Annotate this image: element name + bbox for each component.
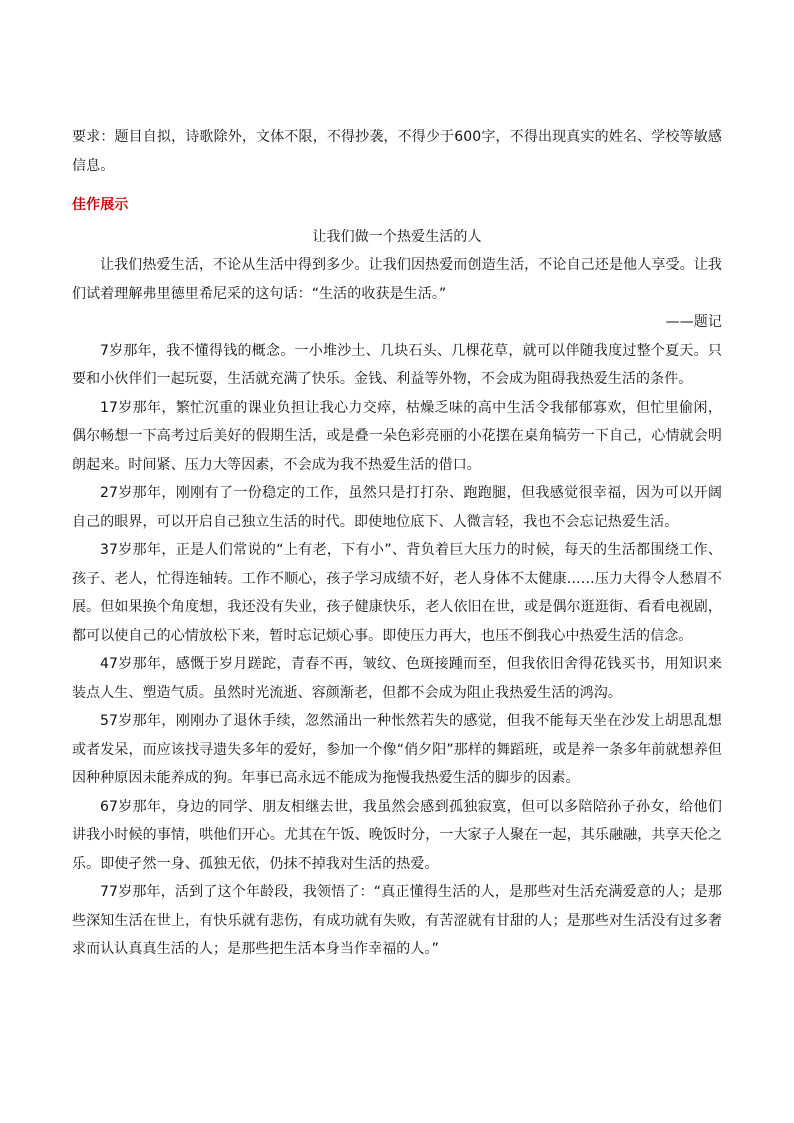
essay-paragraph: 77岁那年，活到了这个年龄段，我领悟了：“真正懂得生活的人，是那些对生活充满爱意的人；是那些深知生活在世上，有快乐就有悲伤，有成功就有失败，有苦涩就有甘甜的人；是那些对生活没有过多奢求而认认真真生活的人；是那些把生活本身当作幸福的人。” (72, 884, 722, 957)
epigraph-signature: ——题记 (665, 314, 722, 330)
epigraph-paragraph: 让我们热爱生活，不论从生活中得到多少。让我们因热爱而创造生活，不论自己还是他人享受。让我们试着理解弗里德里希尼采的这句话：“生活的收获是生活。” (72, 257, 722, 302)
essay-paragraph: 17岁那年，繁忙沉重的课业负担让我心力交瘁，枯燥乏味的高中生活令我郁郁寡欢，但忙里偷闲，偶尔畅想一下高考过后美好的假期生活，或是叠一朵色彩亮丽的小花摆在桌角犒劳一下自己，心情就会明朗起来。时间紧、压力大等因素，不会成为我不热爱生活的借口。 (72, 399, 722, 473)
essay-title: 让我们做一个热爱生活的人 (312, 228, 482, 245)
essay-paragraph: 47岁那年，感慨于岁月蹉跎，青春不再，皱纹、色斑接踵而至，但我依旧舍得花钱买书，用知识来装点人生、塑造气质。虽然时光流逝、容颜渐老，但都不会成为阻止我热爱生活的鸿沟。 (72, 656, 722, 701)
section-heading: 佳作展示 (72, 197, 129, 213)
requirement-text: 要求：题目自拟，诗歌除外，文体不限，不得抄袭，不得少于600字，不得出现真实的姓名、学校等敏感信息。 (72, 129, 722, 174)
essay-paragraph: 37岁那年，正是人们常说的“上有老，下有小”、背负着巨大压力的时候，每天的生活都围绕工作、孩子、老人，忙得连轴转。工作不顺心，孩子学习成绩不好，老人身体不太健康……压力大得令人愁眉不展。但如果换个角度想，我还没有失业，孩子健康快乐，老人依旧在世，或是偶尔逛逛街、看看电视剧，都可以使自己的心情放松下来，暂时忘记烦心事。即使压力再大，也压不倒我心中热爱生活的信念。 (72, 542, 722, 644)
essay-paragraph: 7岁那年，我不懂得钱的概念。一小堆沙土、几块石头、几棵花草，就可以伴随我度过整个夏天。只要和小伙伴们一起玩耍，生活就充满了快乐。金钱、利益等外物，不会成为阻碍我热爱生活的条件。 (72, 342, 722, 387)
essay-paragraph: 57岁那年，刚刚办了退休手续，忽然涌出一种怅然若失的感觉，但我不能每天坐在沙发上胡思乱想或者发呆，而应该找寻遗失多年的爱好，参加一个像“俏夕阳”那样的舞蹈班，或是养一条多年前就想养但因种种原因未能养成的狗。年事已高永远不能成为拖慢我热爱生活的脚步的因素。 (72, 713, 722, 786)
document-page (72, 123, 722, 964)
essay-paragraph: 67岁那年，身边的同学、朋友相继去世，我虽然会感到孤独寂寞，但可以多陪陪孙子孙女，给他们讲我小时候的事情，哄他们开心。尤其在午饭、晚饭时分，一大家子人聚在一起，其乐融融，共享天伦之乐。即使孑然一身、孤独无依，仍抹不掉我对生活的热爱。 (72, 798, 722, 872)
essay-paragraph: 27岁那年，刚刚有了一份稳定的工作，虽然只是打打杂、跑跑腿，但我感觉很幸福，因为可以开阔自己的眼界，可以开启自己独立生活的时代。即使地位底下、人微言轻，我也不会忘记热爱生活。 (72, 485, 722, 530)
